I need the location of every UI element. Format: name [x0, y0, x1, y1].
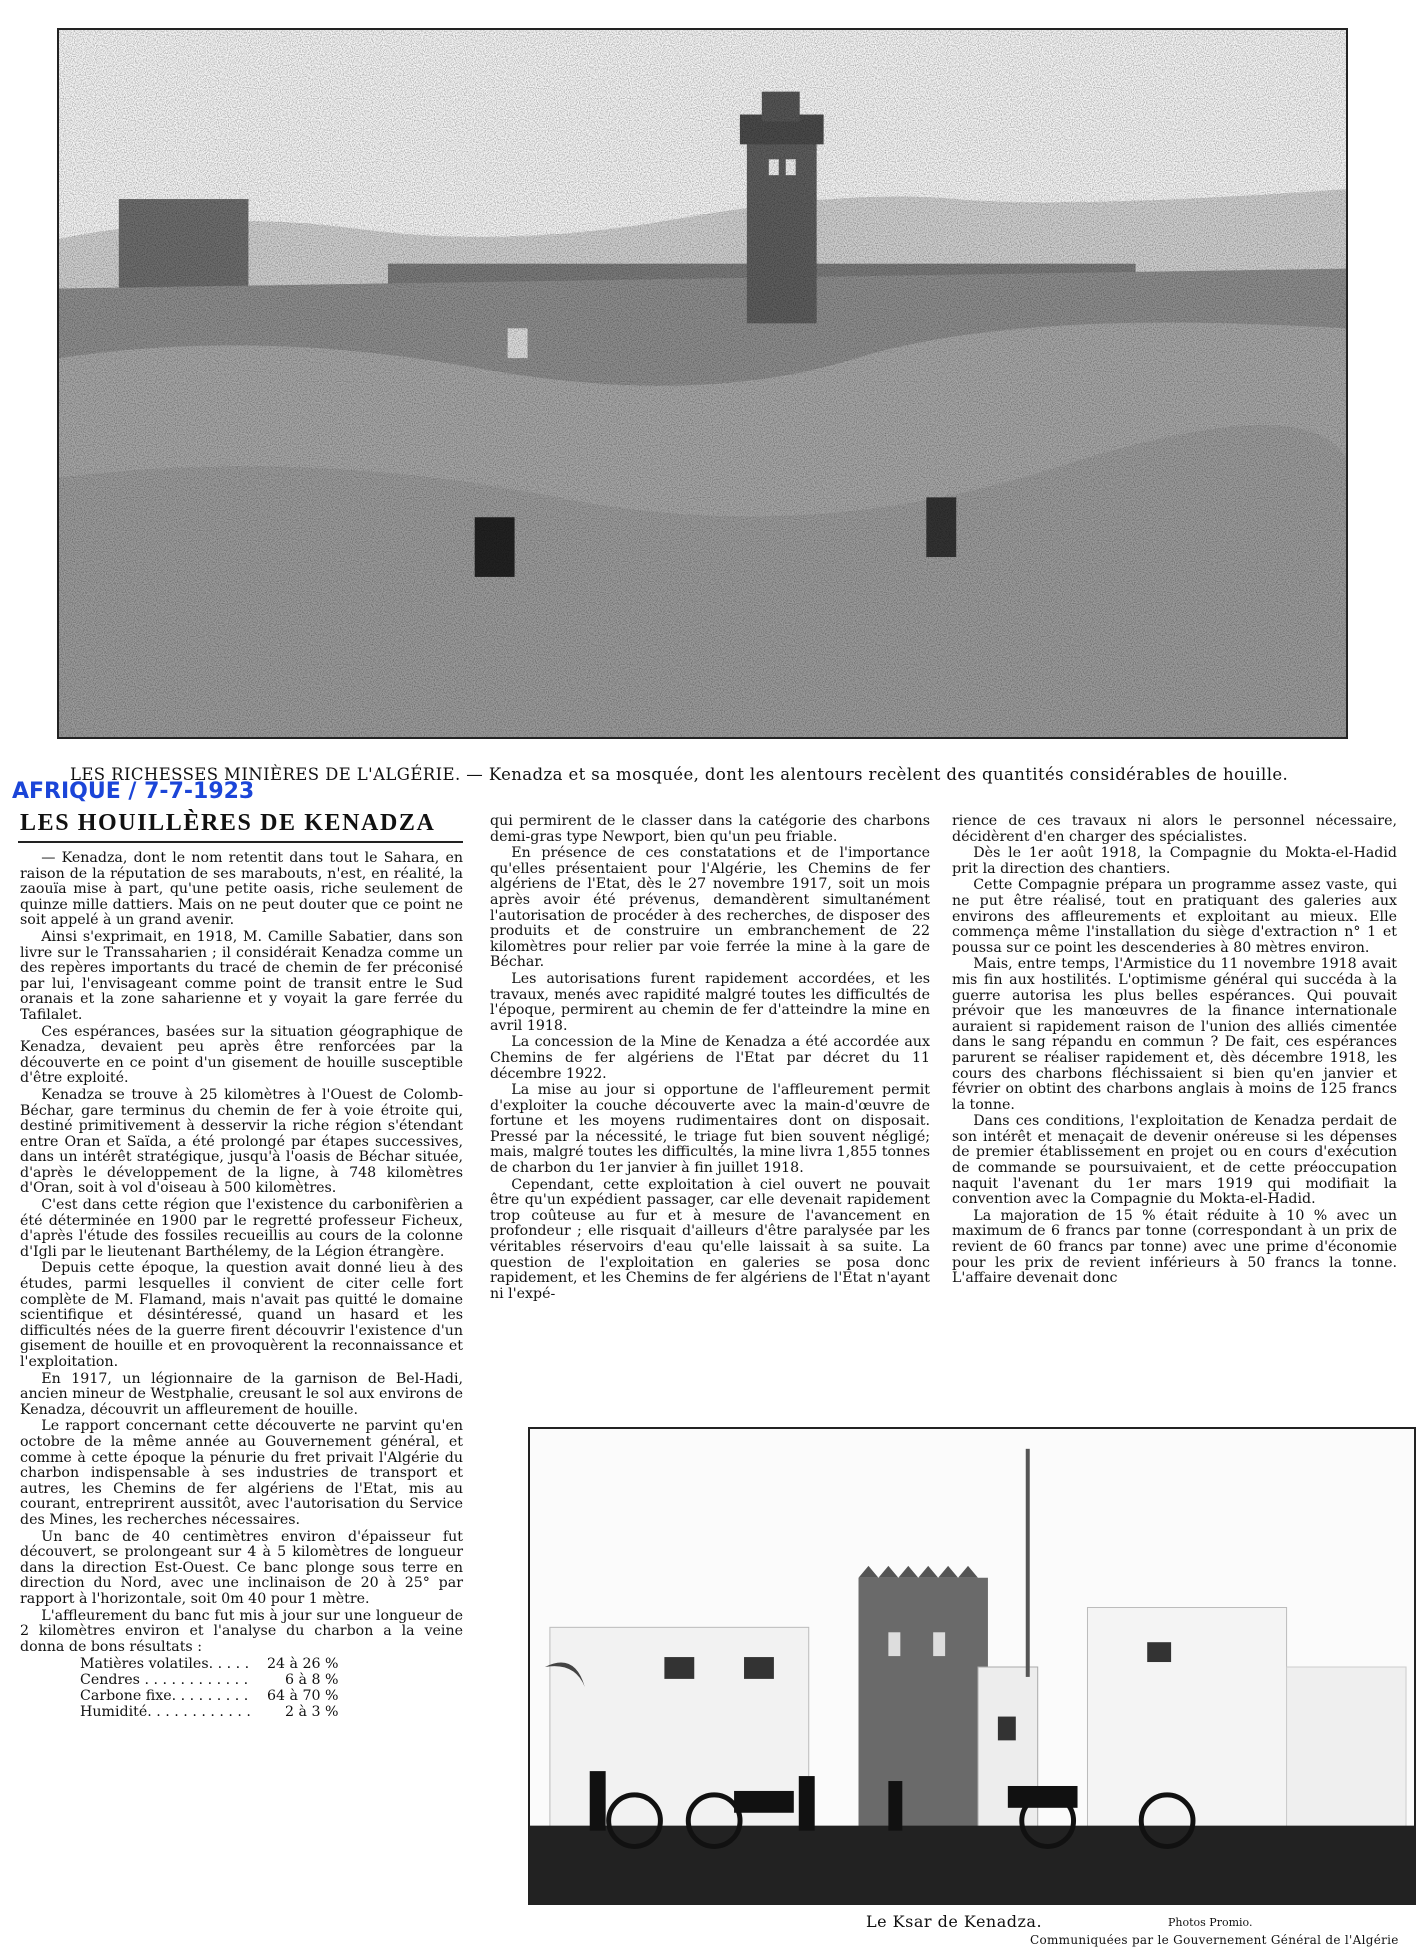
paragraph: La concession de la Mine de Kenadza a été accordée aux Chemins de fer algériens de l'Etat par décret du 11 décembre 1922.: [490, 1034, 930, 1082]
table-row: [80, 1704, 345, 1720]
table-row: [80, 1672, 345, 1688]
paragraph: Ces espérances, basées sur la situation géographique de Kenadza, devaient peu après être renforcées par la découverte en ce point d'un gisement de houille susceptible d'être exploité.: [20, 1023, 463, 1087]
table-row: [80, 1688, 345, 1704]
paragraph: Dans ces conditions, l'exploitation de Kenadza perdait de son intérêt et menaçait de devenir onéreuse si les dépenses de premier établissement en projet ou en cours d'exécution de commande se poursuivaient, et de cette préoccupation naquit l'avenant du 1er mars 1919 qui modifiait la convention avec la Compagnie du Mokta-el-Hadid.: [952, 1113, 1397, 1208]
bottom-photo-caption: Le Ksar de Kenadza.: [866, 1912, 1043, 1931]
title-rule: [18, 841, 463, 843]
result-label: Cendres . . . . . . . . . . . .: [80, 1672, 249, 1689]
paragraph: Cependant, cette exploitation à ciel ouvert ne pouvait être qu'un expédient passager, car elle devenait rapidement trop coûteuse au fur et à mesure de l'avancement en profondeur ; elle risquait d'ailleurs d'être paralysée par les véritables réservoirs d'eau qu'elle laissait à sa suite. La question de l'exploitation en galeries se posa donc rapidement, et les Chemins de fer algériens de l'Etat n'ayant ni l'expé-: [490, 1176, 930, 1302]
result-label: Matières volatiles. . . . .: [80, 1656, 250, 1673]
paragraph: qui permirent de le classer dans la catégorie des charbons demi-gras type Newport, bien qu'un peu friable.: [490, 813, 930, 845]
paragraph: Le rapport concernant cette découverte ne parvint qu'en octobre de la même année au Gouvernement général, et comme à cette époque la pénurie du fret privait l'Algérie du charbon indispensable à ses industries de transport et autres, les Chemins de fer algériens de l'Etat, mis au courant, entreprirent aussitôt, avec l'autorisation du Service des Mines, les recherches nécessaires.: [20, 1418, 463, 1528]
paragraph: La mise au jour si opportune de l'affleurement permit d'exploiter la couche découverte avec la main-d'œuvre de fortune et les moyens rudimentaires dont on disposait. Pressé par la nécessité, le triage fut bien souvent négligé; mais, malgré toutes les difficultés, la mine livra 1,855 tonnes de charbon du 1er janvier à fin juillet 1918.: [490, 1082, 930, 1177]
article-title: LES HOUILLÈRES DE KENADZA: [20, 810, 436, 836]
date-stamp: AFRIQUE / 7-7-1923: [12, 779, 255, 804]
top-photo: [57, 28, 1348, 739]
result-value: 6 à 8 %: [285, 1672, 339, 1689]
photo-credit-source: Communiquées par le Gouvernement Général de l'Algérie: [1030, 1933, 1399, 1947]
paragraph: — Kenadza, dont le nom retentit dans tout le Sahara, en raison de la réputation de ses marabouts, n'est, en réalité, la zaouïa mise à part, qu'une petite oasis, riche seulement de quinze mille dattiers. Mais on ne peut douter que ce point ne soit appelé à un grand avenir.: [20, 850, 463, 929]
bottom-photo: [528, 1427, 1416, 1905]
analysis-results-table: [80, 1656, 345, 1720]
paragraph: Dès le 1er août 1918, la Compagnie du Mokta-el-Hadid prit la direction des chantiers.: [952, 845, 1397, 877]
result-value: 2 à 3 %: [285, 1704, 339, 1721]
paragraph: Un banc de 40 centimètres environ d'épaisseur fut découvert, se prolongeant sur 4 à 5 kilomètres de longueur dans la direction Est-Ouest. Ce banc plonge sous terre en direction du Nord, avec une inclinaison de 20 à 25° par rapport à l'horizontale, soit 0m 40 pour 1 mètre.: [20, 1528, 463, 1607]
paragraph: C'est dans cette région que l'existence du carbonifèrien a été déterminée en 1900 par le regretté professeur Ficheux, d'après l'étude des fossiles recueillis au cours de la colonne d'Igli par le lieutenant Barthélemy, de la Légion étrangère.: [20, 1197, 463, 1260]
paragraph: Kenadza se trouve à 25 kilomètres à l'Ouest de Colomb-Béchar, gare terminus du chemin de fer à voie étroite qui, destiné primitivement à desservir la riche région s'étendant entre Oran et Saïda, a été prolongé par étapes successives, dans un intérêt stratégique, jusqu'à l'oasis de Béchar située, d'après le développement de la ligne, à 748 kilomètres d'Oran, soit à vol d'oiseau à 500 kilomètres.: [20, 1086, 463, 1197]
paragraph: Cette Compagnie prépara un programme assez vaste, qui ne put être réalisé, tout en pratiquant des galeries aux environs des affleurements et exploitant au mieux. Elle commença même l'installation du siège d'extraction n° 1 et poussa sur ce point les descenderies à 80 mètres environ.: [952, 877, 1397, 956]
paragraph: Depuis cette époque, la question avait donné lieu à des études, parmi lesquelles il convient de citer celle fort complète de M. Flamand, mais n'avait pas quitté le domaine scientifique et désintéressé, quand un hasard et les difficultés nées de la guerre firent découvrir l'existence d'un gisement de houille et en provoquèrent la reconnaissance et l'exploitation.: [20, 1260, 463, 1370]
result-label: Carbone fixe. . . . . . . . .: [80, 1688, 249, 1705]
table-row: [80, 1656, 345, 1672]
result-label: Humidité. . . . . . . . . . . .: [80, 1704, 251, 1721]
paragraph: En 1917, un légionnaire de la garnison de Bel-Hadi, ancien mineur de Westphalie, creusant le sol aux environs de Kenadza, découvrit un affleurement de houille.: [20, 1370, 463, 1418]
column-2: [490, 814, 930, 1303]
column-1: [20, 851, 463, 1720]
photo-credit: Photos Promio.: [1168, 1916, 1253, 1929]
paragraph: Mais, entre temps, l'Armistice du 11 novembre 1918 avait mis fin aux hostilités. L'optimisme général qui succéda à la guerre autorisa les plus belles espérances. Qui pouvait prévoir que les manœuvres de la finance internationale auraient si rapidement raison de l'union des alliés cimentée dans le sang répandu en commun ? De fait, ces espérances parurent se réaliser rapidement et, dès décembre 1918, les cours des charbons fléchissaient si bien qu'en janvier et février on obtint des charbons anglais à moins de 125 francs la tonne.: [952, 956, 1397, 1113]
paragraph: L'affleurement du banc fut mis à jour sur une longueur de 2 kilomètres environ et l'analyse du charbon a la veine donna de bons résultats :: [20, 1607, 463, 1655]
column-3: [952, 814, 1397, 1288]
paragraph: Ainsi s'exprimait, en 1918, M. Camille Sabatier, dans son livre sur le Transsaharien ; il considérait Kenadza comme un des repères importants du tracé de chemin de fer préconisé par lui, l'envisageant comme point de transit entre le Sud oranais et la zone saharienne et y voyait la gare ferrée du Tafilalet.: [20, 928, 463, 1023]
paragraph: Les autorisations furent rapidement accordées, et les travaux, menés avec rapidité malgré toutes les difficultés de l'époque, permirent au chemin de fer d'atteindre la mine en avril 1918.: [490, 970, 930, 1034]
paragraph: rience de ces travaux ni alors le personnel nécessaire, décidèrent d'en charger des spécialistes.: [952, 813, 1397, 845]
result-value: 24 à 26 %: [266, 1656, 339, 1673]
top-photo-caption: LES RICHESSES MINIÈRES DE L'ALGÉRIE. — Kenadza et sa mosquée, dont les alentours recèlent des quantités considérables de houille.: [70, 765, 1289, 784]
paragraph: En présence de ces constatations et de l'importance qu'elles présentaient pour l'Algérie, les Chemins de fer algériens de l'Etat, dès le 27 novembre 1917, soit un mois après avoir été prévenus, demandèrent simultanément l'autorisation de procéder à des recherches, de disposer des produits et de construire un embranchement de 22 kilomètres pour relier par voie ferrée la mine à la gare de Béchar.: [490, 845, 930, 971]
result-value: 64 à 70 %: [266, 1688, 339, 1705]
paragraph: La majoration de 15 % était réduite à 10 % avec un maximum de 6 francs par tonne (correspondant à un prix de revient de 60 francs par tonne) avec une prime d'économie pour les prix de revient inférieurs à 50 francs la tonne. L'affaire devenait donc: [952, 1207, 1397, 1287]
